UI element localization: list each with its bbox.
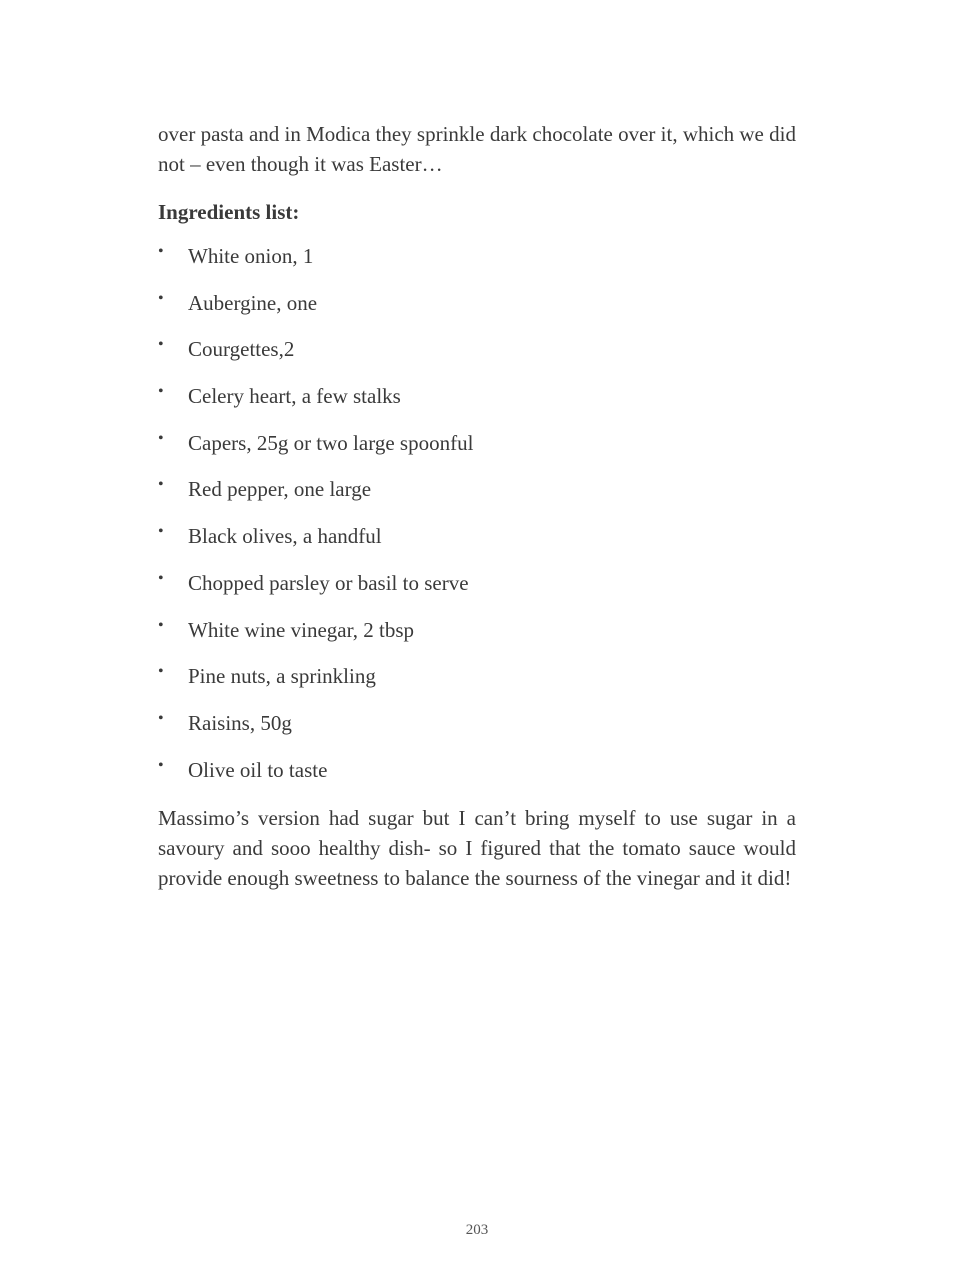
closing-paragraph: Massimo’s version had sugar but I can’t bring myself to use sugar in a savoury and sooo healthy dish- so I figured that the tomato sauce would provide enough sweetness to balance the sourness of the vinegar and it did! [158, 806, 796, 890]
ingredient-text: Aubergine, one [188, 290, 318, 315]
list-item [158, 708, 796, 755]
ingredient-text: Celery heart, a few stalks [188, 384, 401, 409]
bullet-icon: • [158, 383, 164, 401]
bullet-icon: • [158, 523, 164, 541]
ingredient-text: Black olives, a handful [188, 524, 382, 549]
bullet-icon: • [158, 289, 164, 307]
list-item [158, 241, 796, 288]
bullet-icon: • [158, 569, 164, 587]
ingredient-text: Raisins, 50g [188, 710, 292, 735]
bullet-icon: • [158, 709, 164, 727]
bullet-icon: • [158, 243, 164, 260]
ingredient-text: White onion, 1 [188, 244, 314, 268]
ingredients-heading: Ingredients list: [158, 200, 300, 224]
page-number: 203 [465, 1222, 489, 1238]
ingredient-text: White wine vinegar, 2 tbsp [188, 617, 415, 642]
list-item [158, 474, 796, 521]
bullet-icon: • [158, 336, 164, 354]
list-item [158, 521, 796, 568]
bullet-icon: • [158, 663, 164, 681]
list-item [158, 381, 796, 428]
ingredients-list [158, 241, 796, 801]
ingredient-text: Olive oil to taste [188, 757, 328, 782]
bullet-icon: • [158, 756, 164, 774]
ingredient-text: Chopped parsley or basil to serve [188, 570, 469, 595]
bullet-icon: • [158, 476, 164, 494]
list-item [158, 334, 796, 381]
bullet-icon: • [158, 616, 164, 634]
ingredient-text: Capers, 25g or two large spoonful [188, 430, 474, 455]
bullet-icon: • [158, 429, 164, 447]
list-item [158, 428, 796, 475]
list-item [158, 615, 796, 662]
intro-paragraph: over pasta and in Modica they sprinkle dark chocolate over it, which we did not – even though it was Easter… [158, 122, 796, 176]
ingredient-text: Red pepper, one large [188, 477, 372, 502]
ingredient-text: Courgettes,2 [188, 337, 295, 362]
list-item [158, 755, 796, 802]
list-item [158, 661, 796, 708]
ingredient-text: Pine nuts, a sprinkling [188, 664, 376, 689]
list-item [158, 288, 796, 335]
list-item [158, 568, 796, 615]
